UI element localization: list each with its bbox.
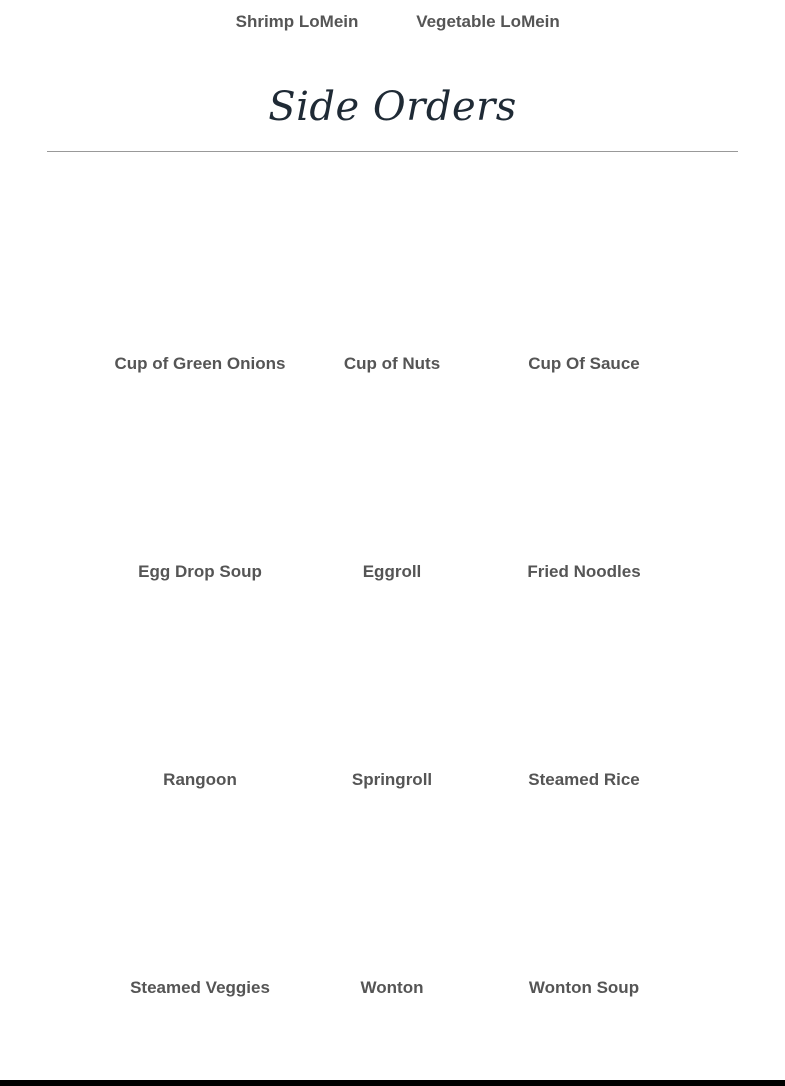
menu-item-springroll[interactable] — [296, 596, 488, 796]
item-label[interactable]: Wonton Soup — [528, 978, 640, 997]
footer-bar — [0, 1080, 785, 1086]
menu-item-shrimp-lomein[interactable]: Shrimp LoMein — [235, 12, 359, 31]
section-divider — [47, 151, 738, 152]
item-label[interactable]: Steamed Rice — [528, 770, 640, 789]
item-label[interactable]: Cup Of Sauce — [528, 354, 640, 373]
item-label[interactable]: Cup of Nuts — [343, 354, 441, 373]
item-label[interactable]: Steamed Veggies — [130, 978, 270, 997]
item-label[interactable]: Rangoon — [163, 770, 237, 789]
item-image[interactable] — [504, 596, 664, 756]
item-image[interactable] — [504, 804, 664, 964]
item-image[interactable] — [120, 804, 280, 964]
menu-item-steamed-veggies[interactable] — [104, 804, 296, 1004]
item-image[interactable] — [504, 388, 664, 548]
item-image[interactable] — [312, 180, 472, 340]
menu-item-eggroll[interactable] — [296, 388, 488, 588]
item-image[interactable] — [504, 180, 664, 340]
item-label[interactable]: Egg Drop Soup — [138, 562, 262, 581]
menu-item-egg-drop-soup[interactable] — [104, 388, 296, 588]
menu-item-rangoon[interactable] — [104, 596, 296, 796]
previous-section-items — [0, 12, 785, 36]
item-label[interactable]: Eggroll — [362, 562, 422, 581]
item-image[interactable] — [312, 388, 472, 548]
item-label[interactable]: Cup of Green Onions — [114, 354, 286, 373]
menu-item-wonton[interactable] — [296, 804, 488, 1004]
menu-item-wonton-soup[interactable] — [488, 804, 680, 1004]
menu-item-cup-of-green-onions[interactable] — [104, 180, 296, 380]
item-image[interactable] — [120, 180, 280, 340]
item-label[interactable]: Fried Noodles — [527, 562, 641, 581]
menu-item-cup-of-nuts[interactable] — [296, 180, 488, 380]
item-image[interactable] — [120, 388, 280, 548]
menu-item-steamed-rice[interactable] — [488, 596, 680, 796]
menu-item-vegetable-lomein[interactable]: Vegetable LoMein — [416, 12, 560, 31]
item-label[interactable]: Wonton — [360, 978, 424, 997]
menu-item-fried-noodles[interactable] — [488, 388, 680, 588]
item-image[interactable] — [120, 596, 280, 756]
item-label[interactable]: Springroll — [351, 770, 433, 789]
item-image[interactable] — [312, 596, 472, 756]
section-title-side-orders: Side Orders — [268, 84, 517, 130]
menu-item-cup-of-sauce[interactable] — [488, 180, 680, 380]
item-image[interactable] — [312, 804, 472, 964]
